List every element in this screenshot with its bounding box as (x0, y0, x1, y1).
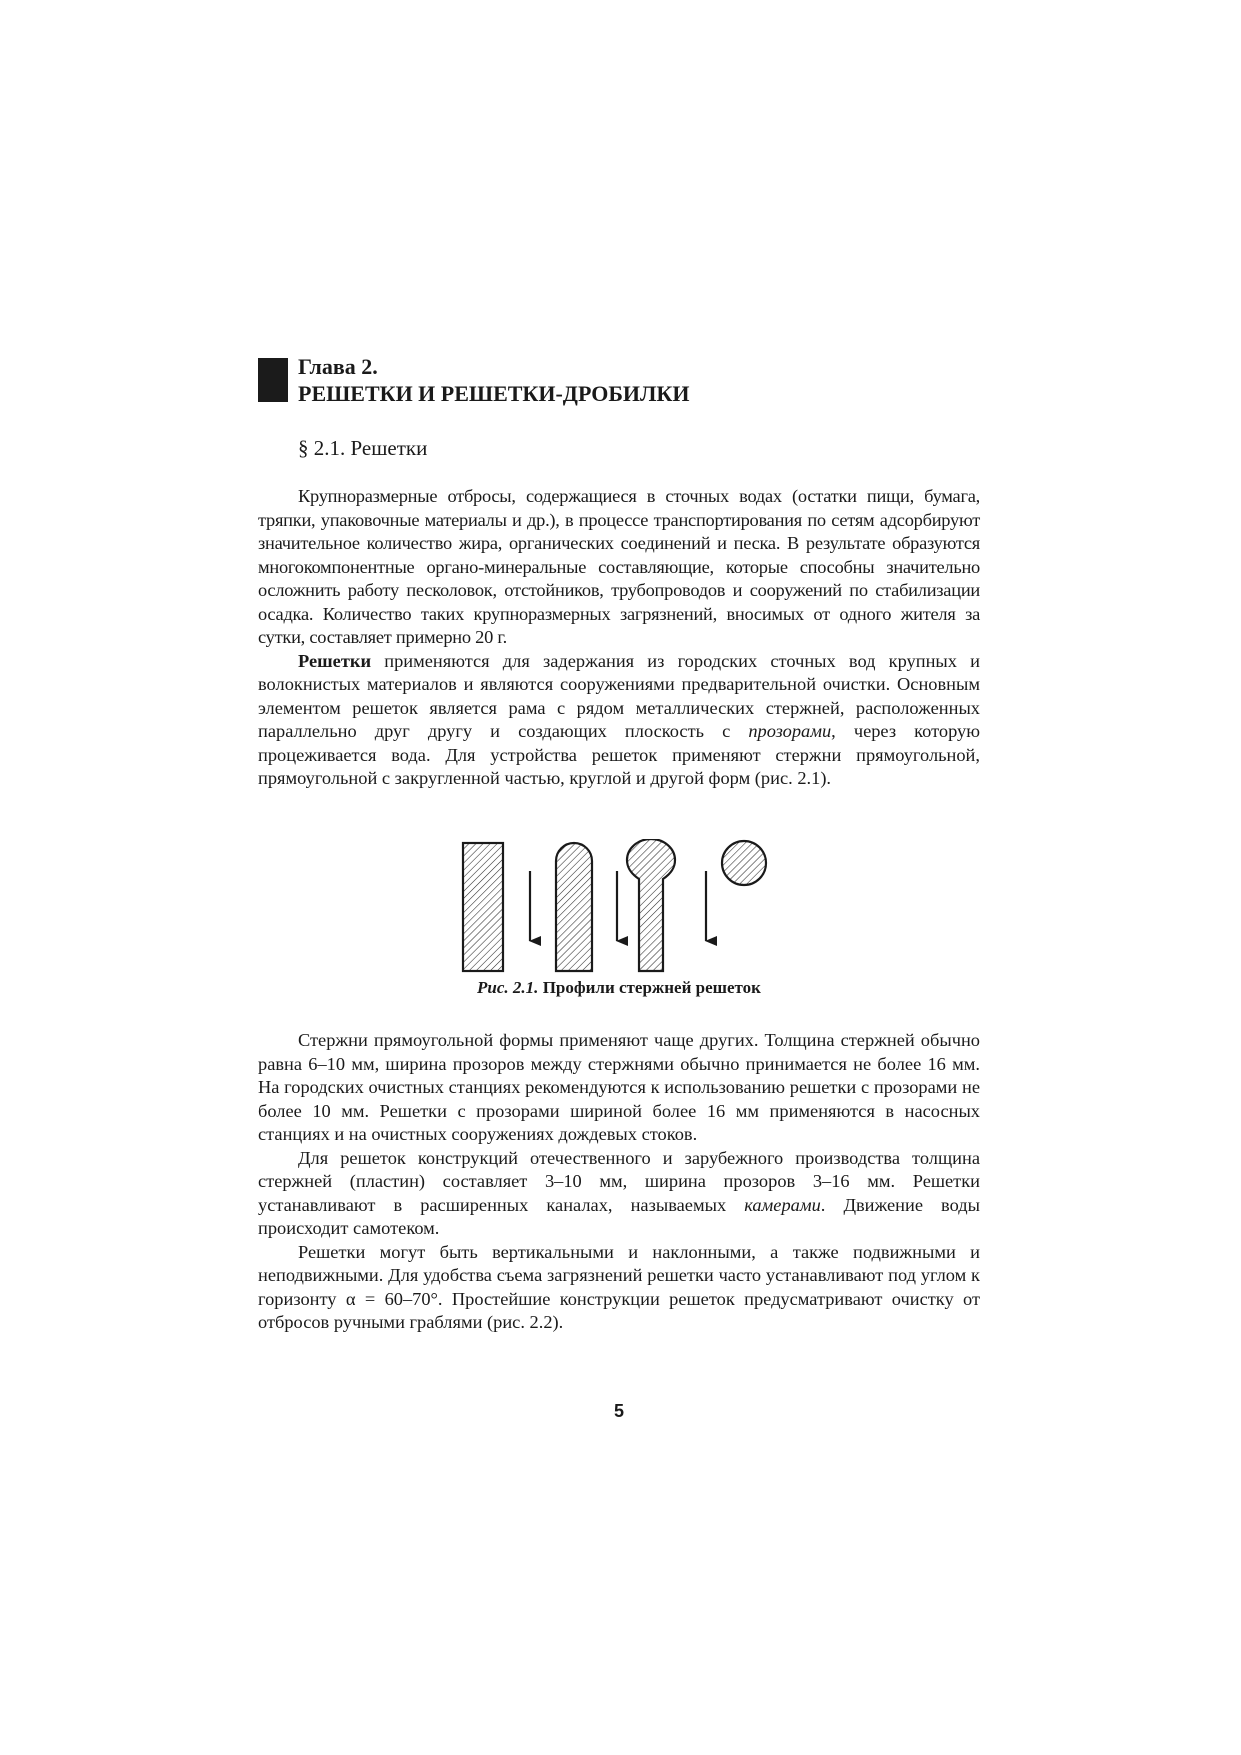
paragraph-screens-text-b: , через которую процеживается вода. Для устройства решеток применяют стержни прямоугольной, прямоугольной с закругленной частью, круглой и другой форм (рис. 2.1). (258, 721, 980, 788)
paragraph-bar-thickness-text-a: Для решеток конструкций отечественного и зарубежного производства толщина стержней (пластин) составляет 3–10 мм, ширина прозоров 3–16 мм. Решетки устанавливают в расширенных каналах, называемых (258, 1147, 980, 1215)
paragraph-bar-thickness-text-b: . Движение воды происходит самотеком. (258, 1194, 980, 1238)
page-number: 5 (613, 1401, 624, 1421)
term-screens: Решетки (298, 650, 372, 671)
paragraph-screen-types: Решетки могут быть вертикальными и наклонными, а также подвижными и неподвижными. Для удобства съема загрязнений решетки часто устанавливают под углом к горизонту α = 60–70°. Простейшие конструкции решеток предусматривают очистку от отбросов ручными граблями (рис. 2.2). (258, 1241, 980, 1332)
figure-caption-number: Рис. 2.1. (477, 978, 539, 997)
text-block-intro (258, 485, 980, 791)
paragraph-debris: Крупноразмерные отбросы, содержащиеся в сточных водах (остатки пищи, бумага, тряпки, упаковочные материалы и др.), в процессе транспортирования по сетям адсорбируют значительное количество жира, органических соединений и песка. В результате образуются многокомпонентные органо-минеральные составляющие, которые способны значительно осложнить работу песколовок, отстойников, трубопроводов и сооружений по стабилизации осадка. Количество таких крупноразмерных загрязнений, вносимых от одного жителя за сутки, составляет примерно 20 г. (258, 486, 980, 647)
term-gaps: прозорами (748, 721, 832, 741)
figure-bar-profiles (459, 839, 779, 979)
profile-rectangular (463, 843, 503, 971)
chapter-title: РЕШЕТКИ И РЕШЕТКИ-ДРОБИЛКИ (298, 381, 690, 406)
text-block-continued (258, 1029, 980, 1335)
profile-round-head (627, 839, 675, 971)
profile-circular (722, 841, 766, 885)
chapter-marker-block (258, 358, 288, 402)
paragraph-screens-text-a: применяются для задержания из городских сточных вод крупных и волокнистых материалов и являются сооружениями предварительной очистки. Основным элементом решеток является рама с рядом металлических стержней, расположенных параллельно друг другу и создающих плоскость с (258, 650, 980, 741)
profile-rounded-rectangular (556, 843, 592, 971)
figure-caption (258, 977, 980, 999)
section-heading: § 2.1. Решетки (298, 436, 428, 460)
figure-caption-text: Профили стержней решеток (538, 978, 761, 997)
paragraph-screens-definition (258, 650, 980, 791)
paragraph-rectangular-bars: Стержни прямоугольной формы применяют чаще других. Толщина стержней обычно равна 6–10 мм, ширина прозоров между стержнями обычно принимается не более 16 мм. На городских очистных станциях рекомендуются к использованию решетки с прозорами не более 10 мм. Решетки с прозорами шириной более 16 мм применяются в насосных станциях и на очистных сооружениях дождевых стоков. (258, 1030, 980, 1144)
paragraph-bar-thickness (258, 1147, 980, 1241)
term-chambers: камерами (744, 1194, 821, 1215)
chapter-label: Глава 2. (298, 354, 378, 379)
